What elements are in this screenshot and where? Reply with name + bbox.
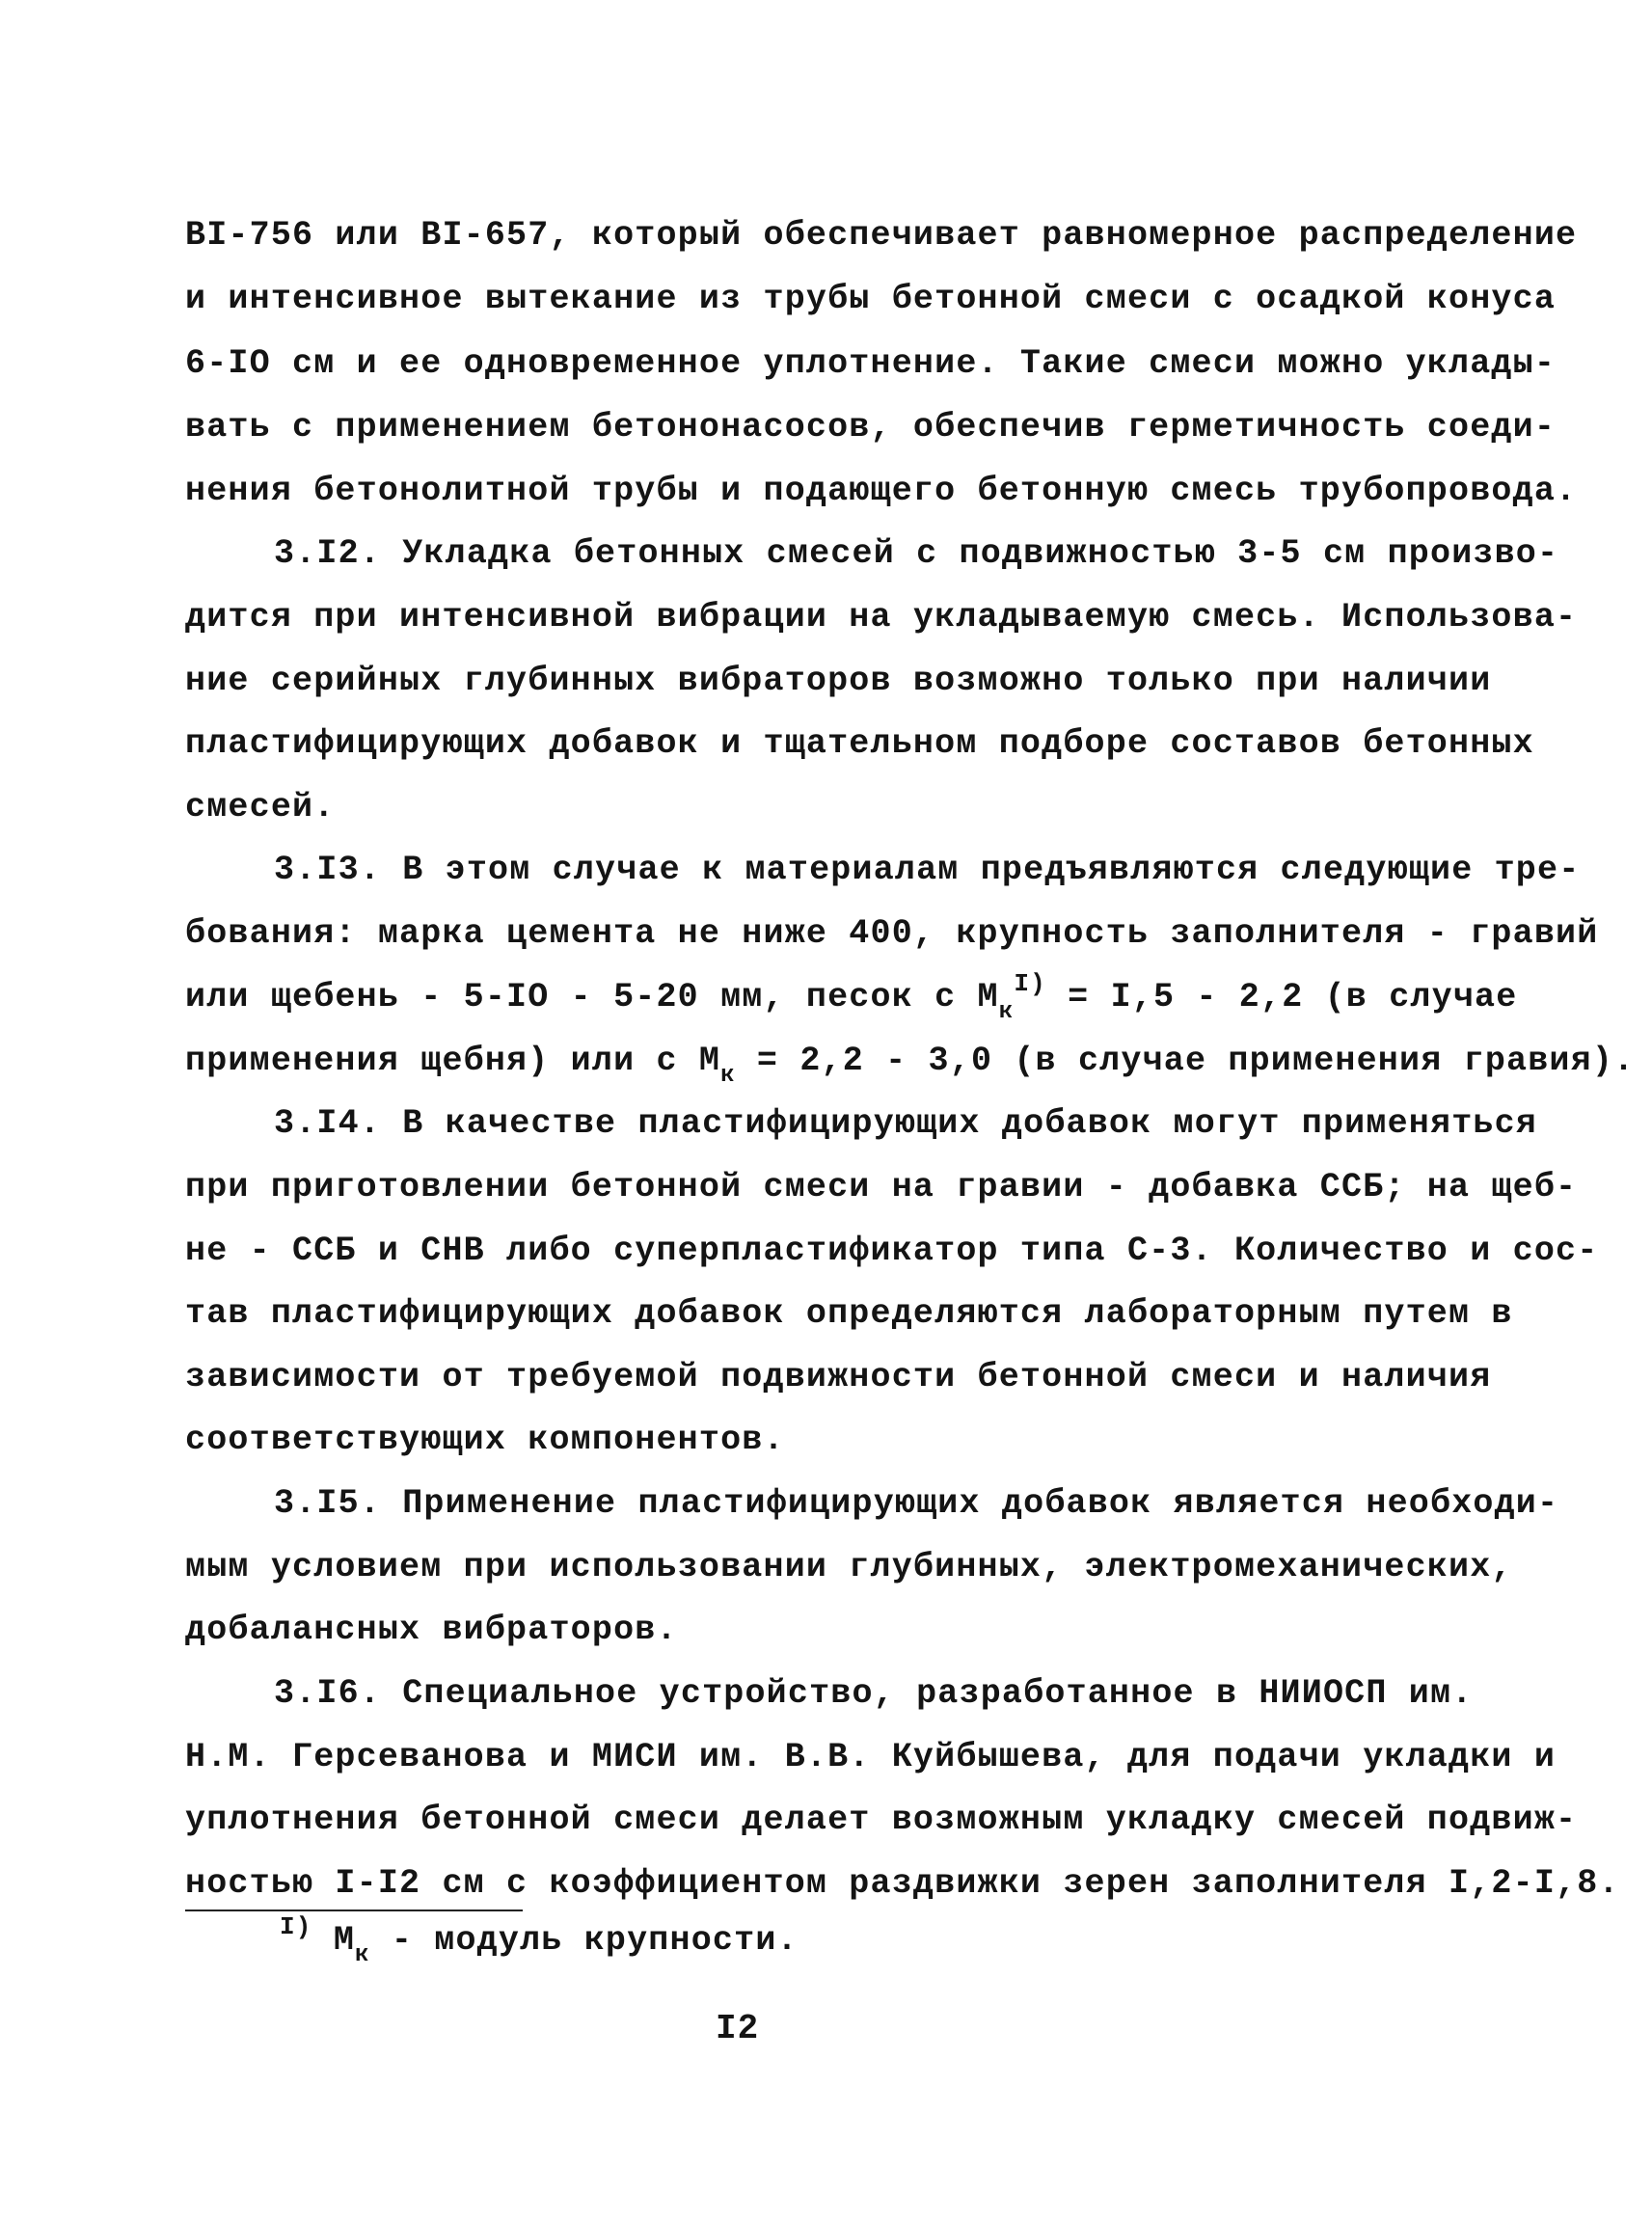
paragraph-3-16-start: 3.I6. Специальное устройство, разработанное в НИИОСП им. <box>274 1674 1474 1713</box>
text-line: мым условием при использовании глубинных, электромеханических, <box>185 1548 1513 1586</box>
text-line: и интенсивное вытекание из трубы бетонной смеси с осадкой конуса <box>185 280 1557 318</box>
subscript: к <box>998 999 1015 1025</box>
text-fragment: = 2,2 - 3,0 (в случае применения гравия). <box>735 1042 1636 1080</box>
text-fragment: = I,5 - 2,2 (в случае <box>1045 978 1518 1016</box>
subscript: к <box>720 1063 736 1089</box>
text-fragment: М <box>333 1921 356 1960</box>
text-line: ние серийных глубинных вибраторов возможно только при наличии <box>185 662 1492 700</box>
text-line: ностью I-I2 см с коэффициентом раздвижки зерен заполнителя I,2-I,8. <box>185 1864 1620 1903</box>
text-line: дится при интенсивной вибрации на укладываемую смесь. Использова- <box>185 598 1578 637</box>
text-line: не - ССБ и СНВ либо суперпластификатор типа С-3. Количество и сос- <box>185 1232 1599 1270</box>
paragraph-3-12-start: 3.I2. Укладка бетонных смесей с подвижностью 3-5 см произво- <box>274 534 1559 573</box>
text-fragment: применения щебня) или с М <box>185 1042 721 1080</box>
text-line: добалансных вибраторов. <box>185 1611 678 1649</box>
subscript: к <box>355 1942 370 1968</box>
text-line <box>185 1040 1636 1089</box>
text-line: при приготовлении бетонной смеси на гравии - добавка ССБ; на щеб- <box>185 1168 1578 1206</box>
page-number: I2 <box>716 2009 760 2048</box>
text-line: соответствующих компонентов. <box>185 1421 785 1459</box>
footnote-marker: I) <box>280 1912 312 1941</box>
text-fragment: или щебень - 5-IO - 5-20 мм, песок с М <box>185 978 999 1016</box>
text-line: смесей. <box>185 788 336 826</box>
text-line: 6-IO см и ее одновременное уплотнение. Такие смеси можно уклады- <box>185 344 1557 383</box>
text-line: тав пластифицирующих добавок определяются лабораторным путем в <box>185 1294 1513 1333</box>
text-line: нения бетонолитной трубы и подающего бетонную смесь трубопровода. <box>185 472 1578 510</box>
footnote-reference: I) <box>1014 969 1046 998</box>
paragraph-3-14-start: 3.I4. В качестве пластифицирующих добавок могут применяться <box>274 1104 1538 1143</box>
text-line: Н.М. Герсеванова и МИСИ им. В.В. Куйбышева, для подачи укладки и <box>185 1738 1557 1776</box>
footnote <box>280 1912 799 1968</box>
footnote-separator <box>185 1910 523 1911</box>
text-line: вать с применением бетононасосов, обеспечив герметичность соеди- <box>185 408 1557 447</box>
paragraph-3-15-start: 3.I5. Применение пластифицирующих добавок является необходи- <box>274 1484 1559 1523</box>
text-line: пластифицирующих добавок и тщательном подборе составов бетонных <box>185 724 1534 763</box>
text-line: бования: марка цемента не ниже 400, крупность заполнителя - гравий <box>185 914 1599 953</box>
text-line: зависимости от требуемой подвижности бетонной смеси и наличия <box>185 1358 1492 1396</box>
text-line: BI-756 или BI-657, который обеспечивает равномерное распределение <box>185 216 1578 255</box>
paragraph-3-13-start: 3.I3. В этом случае к материалам предъявляются следующие тре- <box>274 851 1581 889</box>
text-line: уплотнения бетонной смеси делает возможным укладку смесей подвиж- <box>185 1801 1578 1839</box>
text-fragment: - модуль крупности. <box>369 1921 799 1960</box>
text-line <box>185 969 1518 1025</box>
